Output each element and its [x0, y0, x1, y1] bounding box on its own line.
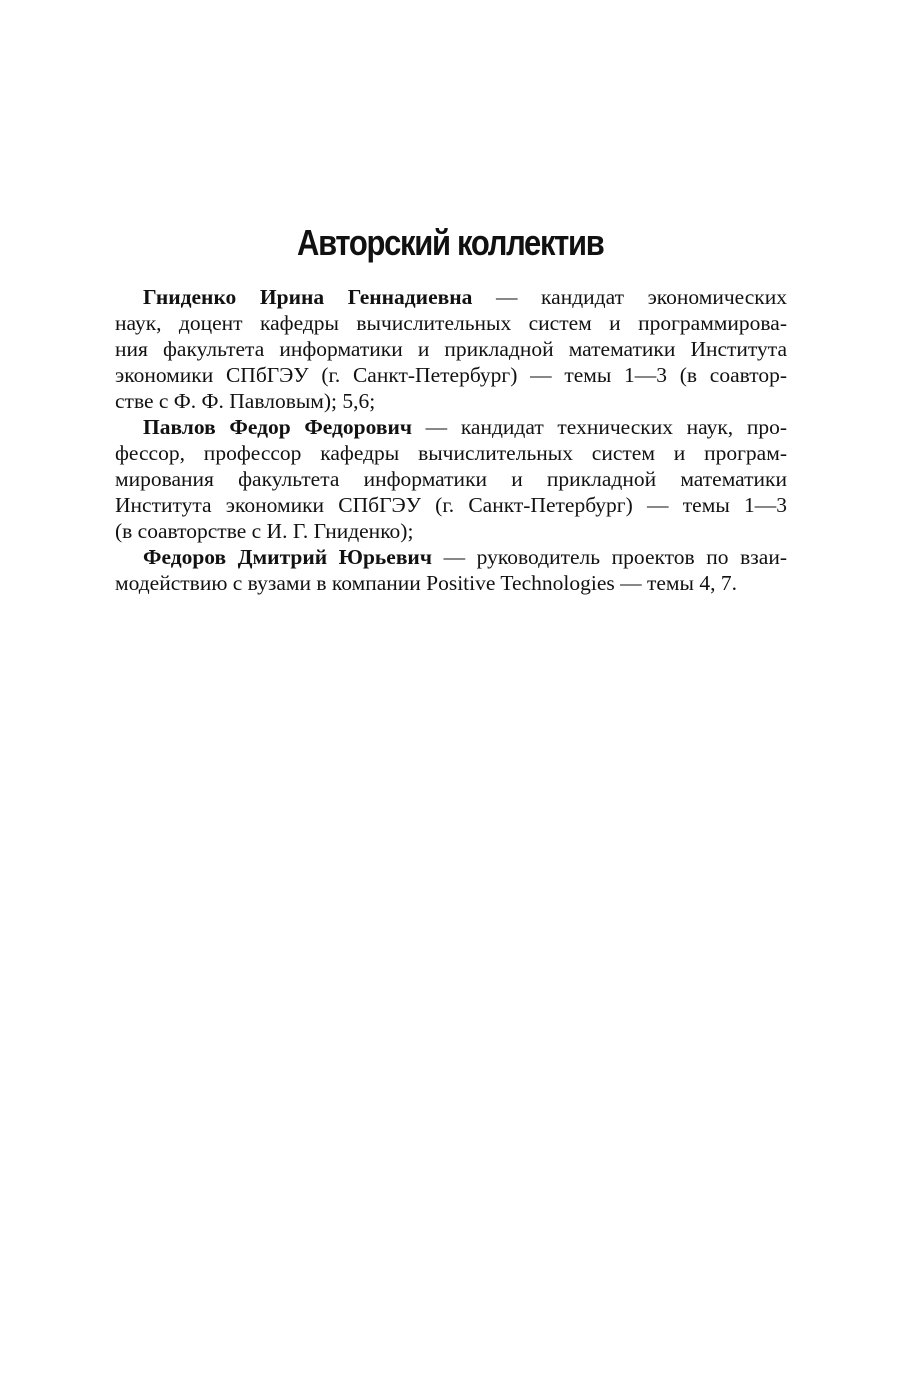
author-name: Гниденко Ирина Геннадиевна — [143, 285, 473, 309]
author-text-line: Института экономики СПбГЭУ (г. Санкт-Петербург) — темы 1—3 — [115, 493, 787, 517]
author-text-line: наук, доцент кафедры вычислительных систем и программирова- — [115, 311, 787, 335]
author-name: Павлов Федор Федорович — [143, 415, 412, 439]
page-title: Авторский коллектив — [297, 222, 604, 263]
author-text-line: ния факультета информатики и прикладной математики Института — [115, 337, 787, 361]
author-text-line: экономики СПбГЭУ (г. Санкт-Петербург) — темы 1—3 (в соавтор- — [115, 363, 787, 387]
author-text-line: (в соавторстве с И. Г. Гниденко); — [115, 519, 414, 543]
author-text: — руководитель проектов по взаи- — [431, 545, 788, 569]
author-text: — кандидат технических наук, про- — [411, 415, 787, 439]
author-text: — кандидат экономических — [472, 285, 787, 309]
author-text-line: модействию с вузами в компании Positive Technologies — темы 4, 7. — [115, 571, 737, 595]
author-text-line: мирования факультета информатики и прикладной математики — [115, 467, 787, 491]
author-entry-first-line — [143, 545, 787, 569]
author-text-line: стве с Ф. Ф. Павловым); 5,6; — [115, 389, 376, 413]
author-entry-first-line — [143, 285, 787, 309]
author-text-line: фессор, профессор кафедры вычислительных систем и програм- — [115, 441, 787, 465]
author-name: Федоров Дмитрий Юрьевич — [143, 545, 432, 569]
author-entry-first-line — [143, 415, 787, 439]
